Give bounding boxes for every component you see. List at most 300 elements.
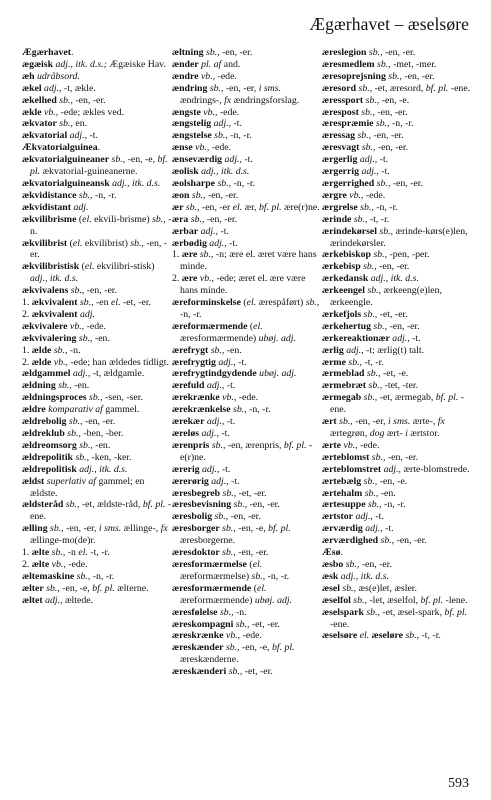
- headword: ærteblomst: [322, 451, 370, 463]
- dictionary-column-3: [322, 47, 472, 678]
- dictionary-entry: [172, 83, 322, 107]
- dictionary-entry: [172, 321, 322, 345]
- entry-text: -en, -er.: [394, 535, 427, 547]
- entry-text: -en, -er.: [84, 285, 117, 297]
- headword: æresoprejsning: [322, 70, 386, 82]
- dictionary-entry: [322, 118, 472, 130]
- grammar-note: sb.,: [233, 618, 250, 630]
- grammar-note: sb.,: [74, 570, 91, 582]
- dictionary-entry: [172, 166, 322, 178]
- headword: ækvidistance: [22, 189, 77, 201]
- grammar-note: sb.,: [127, 237, 144, 249]
- headword: ækvivalere: [22, 320, 68, 332]
- entry-text: 2.: [22, 558, 32, 570]
- dictionary-entry: [172, 404, 322, 416]
- dictionary-entry: [322, 333, 472, 345]
- entry-text: -et, -er.: [242, 666, 273, 678]
- entry-text: ): [252, 332, 257, 344]
- dictionary-entry: [22, 547, 172, 559]
- dictionary-entry: [22, 297, 172, 309]
- entry-text: -en, -er.: [235, 547, 269, 559]
- grammar-note: bf. pl.: [442, 606, 468, 618]
- entry-text: -en, -er,: [352, 416, 386, 428]
- grammar-note: el.: [72, 237, 83, 249]
- entry-text: -en, -e,: [239, 642, 270, 654]
- entry-text: -et, -e.: [380, 368, 409, 380]
- headword: ældre: [22, 404, 46, 416]
- entry-text: ærte-,: [410, 416, 436, 428]
- grammar-note: vb.,: [41, 106, 59, 118]
- headword: æreskrænke: [172, 630, 224, 642]
- entry-text: Ægæiske Hav.: [106, 58, 166, 70]
- dictionary-entry: [22, 142, 172, 154]
- grammar-note: vb.,: [67, 320, 85, 332]
- entry-text: ærkeeng(e)len, ærkeengle.: [330, 285, 442, 309]
- grammar-note: bf. pl.: [423, 82, 449, 94]
- headword: æon: [172, 189, 190, 201]
- grammar-note: fx: [158, 523, 168, 535]
- entry-text: -t.: [378, 166, 390, 178]
- headword: æolsharpe: [172, 177, 216, 189]
- grammar-note: sb.,: [86, 392, 103, 404]
- headword: ærlig: [322, 344, 344, 356]
- dictionary-entry: [22, 357, 172, 369]
- headword: æresbolig: [172, 511, 213, 523]
- dictionary-entry: [22, 285, 172, 297]
- entry-text: ærte-blomstrede.: [401, 463, 470, 475]
- grammar-note: adj.,: [204, 416, 225, 428]
- grammar-note: vb.,: [51, 356, 69, 368]
- grammar-note: el.: [84, 261, 95, 273]
- grammar-note: sb.,: [356, 82, 373, 94]
- grammar-note: bf. pl.: [140, 499, 166, 511]
- grammar-note: sb.,: [51, 344, 68, 356]
- entry-text: -ede; æret el. ære være hans minde.: [180, 273, 306, 297]
- headword: ærkehertug: [322, 320, 371, 332]
- headword: ært: [322, 416, 337, 428]
- headword: ældgammel: [22, 368, 71, 380]
- headword: ækel: [22, 82, 42, 94]
- grammar-note: ubøj. adj.: [256, 332, 296, 344]
- dictionary-entry: [22, 416, 172, 428]
- grammar-note: sb.,: [211, 130, 228, 142]
- grammar-note: sb.,: [76, 439, 93, 451]
- dictionary-entry: [322, 107, 472, 119]
- grammar-note: sb.,: [365, 285, 382, 297]
- grammar-note: sb.,: [189, 189, 206, 201]
- entry-text: -en, -er.: [387, 320, 420, 332]
- dictionary-entry: [322, 249, 472, 261]
- entry-text: (: [247, 320, 254, 332]
- dictionary-entry: [22, 333, 172, 345]
- headword: ærekær: [172, 416, 205, 428]
- grammar-note: vb.,: [198, 70, 216, 82]
- grammar-note: bf. pl.: [418, 594, 444, 606]
- headword: ældreomsorg: [22, 439, 77, 451]
- entry-text: -en, -er.: [247, 499, 280, 511]
- grammar-note: adj.,: [343, 344, 364, 356]
- grammar-note: adj., itk. d.s.: [76, 463, 128, 475]
- headword: æreformærmende: [172, 320, 248, 332]
- headword: ærgerrighed: [322, 177, 375, 189]
- entry-text: en.: [72, 118, 88, 130]
- headword: ældsteråd: [22, 499, 64, 511]
- entry-text: æreformærmende): [180, 594, 253, 606]
- headword: ærtebælg: [322, 475, 362, 487]
- grammar-note: sb.,: [376, 225, 394, 237]
- grammar-note: sb.,: [208, 344, 225, 356]
- dictionary-entry: [172, 47, 322, 59]
- dictionary-entry: [22, 261, 172, 285]
- grammar-note: sb.,: [230, 404, 247, 416]
- headword: ændre: [172, 70, 199, 82]
- headword: ældning: [22, 380, 56, 392]
- entry-text: -et, æresord,: [372, 82, 424, 94]
- dictionary-entry: [172, 511, 322, 523]
- entry-text: ær,: [242, 201, 257, 213]
- grammar-note: sb.,: [49, 547, 66, 559]
- grammar-note: sb.,: [220, 487, 237, 499]
- dictionary-entry: [322, 190, 472, 202]
- grammar-note: vb.,: [341, 439, 358, 451]
- grammar-note: fx: [221, 94, 232, 106]
- entry-text: æresborgerne.: [180, 535, 236, 547]
- dictionary-entry: [22, 238, 172, 262]
- grammar-note: sb.,: [149, 213, 166, 225]
- grammar-note: i sms.: [96, 523, 122, 535]
- entry-text: -n; ære el. æret være hans minde.: [180, 249, 317, 273]
- entry-text: .: [70, 47, 74, 58]
- headword: Ægærhavet: [22, 47, 71, 58]
- grammar-note: sb.,: [350, 594, 367, 606]
- grammar-note: sb.,: [336, 416, 353, 428]
- dictionary-entry: [22, 190, 172, 202]
- dictionary-entry: [22, 440, 172, 452]
- headword: ækvilibristisk: [22, 261, 80, 273]
- grammar-note: sb.,: [43, 582, 60, 594]
- entry-text: ært-: [384, 428, 403, 439]
- dictionary-entry: [22, 214, 172, 238]
- entry-text: -ede.: [357, 439, 380, 451]
- entry-text: (: [76, 213, 83, 225]
- headword: ærgerrig: [322, 166, 359, 178]
- headword: ælte: [31, 547, 50, 559]
- grammar-note: i: [402, 428, 408, 439]
- grammar-note: sb.,: [364, 368, 381, 380]
- entry-text: -ede.: [363, 189, 386, 201]
- entry-text: -en, -er.: [375, 142, 409, 154]
- grammar-note: vb.,: [200, 106, 218, 118]
- entry-text: -e(r)ne.: [180, 439, 313, 463]
- grammar-note: sb.,: [360, 261, 377, 273]
- entry-text: ændrings-,: [180, 94, 222, 106]
- grammar-note: adj.,: [389, 332, 410, 344]
- entry-text: -t.: [228, 475, 240, 487]
- grammar-note: sb.,: [68, 285, 85, 297]
- dictionary-entry: [22, 595, 172, 607]
- grammar-note: sb.,: [358, 106, 375, 118]
- grammar-note: sb.,: [343, 558, 360, 570]
- headword: ærkeengel: [322, 285, 365, 297]
- dictionary-entry: [172, 642, 322, 666]
- dictionary-entry: [322, 440, 472, 452]
- dictionary-entry: [22, 95, 172, 107]
- entry-text: gammel; en ældste.: [30, 475, 145, 499]
- headword: ældreklub: [22, 428, 65, 439]
- grammar-note: sb.,: [56, 118, 73, 130]
- headword: ærkebisp: [322, 261, 361, 273]
- headword: æolisk: [172, 166, 199, 178]
- dictionary-entry: [22, 499, 172, 523]
- dictionary-entry: [22, 428, 172, 440]
- headword: æresbevisning: [172, 499, 232, 511]
- grammar-note: sb.,: [362, 487, 379, 499]
- entry-text: -et, æsel-spark,: [379, 606, 443, 618]
- headword: ærespost: [322, 106, 359, 118]
- grammar-note: superlativ af: [44, 475, 97, 487]
- dictionary-entry: [322, 511, 472, 523]
- dictionary-entry: [172, 428, 322, 440]
- dictionary-entry: [22, 321, 172, 333]
- entry-text: ekvilibri-stisk): [94, 261, 155, 273]
- entry-text: -ede.: [215, 70, 237, 82]
- dictionary-entry: [322, 214, 472, 226]
- entry-text: 1.: [22, 547, 32, 559]
- headword: ære: [181, 249, 198, 261]
- headword: æresbegreb: [172, 487, 221, 499]
- entry-text: -en, -e.: [379, 94, 410, 106]
- headword: ældrepolitisk: [22, 463, 77, 475]
- entry-text: -en, -er.: [371, 130, 404, 142]
- dictionary-entry: [322, 345, 472, 357]
- dictionary-entry: [322, 59, 472, 71]
- grammar-note: sb.,: [373, 118, 390, 130]
- headword: ækvivalent: [31, 308, 78, 320]
- entry-text: -et, -er.: [377, 308, 408, 320]
- dictionary-entry: [172, 416, 322, 428]
- headword: ærtehalm: [322, 487, 363, 499]
- grammar-note: sb.,: [365, 499, 382, 511]
- headword: ængste: [172, 106, 201, 118]
- headword: æh: [22, 70, 35, 82]
- headword: æselsøre: [322, 630, 358, 642]
- grammar-note: sb.,: [64, 428, 81, 439]
- headword: ældst: [22, 475, 45, 487]
- grammar-note: i sms.: [256, 82, 282, 94]
- entry-text: -ken, -ker.: [89, 451, 132, 463]
- headword: ækvivalering: [22, 332, 77, 344]
- dictionary-entry: [322, 535, 472, 547]
- entry-text: -en, -e,: [59, 582, 90, 594]
- dictionary-entry: [172, 226, 322, 238]
- entry-text: -ede.: [217, 106, 240, 118]
- dictionary-entry: [172, 345, 322, 357]
- grammar-note: adj., itk. d.s.: [198, 166, 250, 178]
- dictionary-column-2: [172, 47, 322, 678]
- entry-text: -t.: [224, 416, 236, 428]
- entry-text: 1.: [172, 249, 182, 261]
- headword: ænseværdig: [172, 154, 223, 166]
- entry-text: -n, -r.: [373, 201, 398, 213]
- headword: ærinde: [322, 213, 352, 225]
- grammar-note: sb.,: [369, 451, 386, 463]
- dictionary-entry: [172, 523, 322, 547]
- dictionary-entry: [322, 499, 472, 511]
- dictionary-entry: [322, 368, 472, 380]
- grammar-note: sb.,: [403, 630, 420, 642]
- grammar-note: adj.,: [199, 428, 219, 439]
- dictionary-entry: [22, 476, 172, 500]
- dictionary-entry: [172, 178, 322, 190]
- entry-text: æreformærmelse): [180, 570, 250, 582]
- grammar-note: pl. af: [198, 58, 222, 70]
- entry-text: -ede.: [65, 558, 88, 570]
- grammar-note: sb.,: [207, 82, 224, 94]
- entry-text: æs(e)let, æsler.: [356, 582, 417, 594]
- grammar-note: sb.,: [366, 380, 383, 392]
- headword: ærkefjols: [322, 308, 362, 320]
- grammar-note: sb.,: [374, 177, 391, 189]
- entry-text: -ede.: [209, 142, 232, 154]
- headword: Æsø: [322, 547, 341, 559]
- dictionary-entry: [172, 488, 322, 500]
- dictionary-entry: [172, 249, 322, 273]
- dictionary-entry: [322, 392, 472, 416]
- entry-text: -en: [93, 297, 109, 309]
- headword: ærværdig: [322, 523, 363, 535]
- dictionary-entry: [22, 118, 172, 130]
- entry-text: -n, -r.: [92, 189, 117, 201]
- headword: ær: [172, 201, 184, 213]
- entry-text: -ben, -ber.: [80, 428, 124, 439]
- entry-text: -en, -er.: [228, 511, 261, 523]
- grammar-note: sb.,: [217, 606, 234, 618]
- entry-text: -en.: [224, 344, 242, 356]
- entry-text: ærtstor.: [407, 428, 440, 439]
- grammar-note: sb.,: [361, 392, 378, 404]
- headword: ærefrygtindgydende: [172, 368, 257, 380]
- entry-text: -en, -er.: [385, 451, 419, 463]
- dictionary-entry: [22, 583, 172, 595]
- grammar-note: vb.,: [219, 392, 237, 404]
- headword: Ækvatorialguinea: [22, 142, 98, 154]
- entry-text: -en, -er.: [219, 47, 253, 58]
- grammar-note: adj.,: [204, 380, 225, 392]
- grammar-note: adj.,: [198, 225, 218, 237]
- headword: ærkebiskop: [322, 249, 371, 261]
- headword: ælde: [31, 344, 52, 356]
- entry-text: -en.: [92, 332, 110, 344]
- grammar-note: bf. pl.: [89, 582, 115, 594]
- dictionary-column-1: [22, 47, 172, 678]
- dictionary-entry: [172, 380, 322, 392]
- grammar-note: el.: [108, 297, 121, 309]
- headword: æsbo: [322, 558, 344, 570]
- headword: æltet: [22, 594, 43, 606]
- headword: ælte: [31, 558, 50, 570]
- entry-text: -t.: [226, 237, 238, 249]
- dictionary-entry: [22, 404, 172, 416]
- headword: ækvilibrist: [22, 237, 68, 249]
- headword: ærkedansk: [322, 273, 369, 285]
- headword: ærte: [322, 439, 342, 451]
- headword: æseløre: [371, 630, 404, 642]
- entry-text: -ene.: [448, 82, 471, 94]
- headword: æresborger: [172, 523, 220, 535]
- entry-text: ærespåført: [256, 297, 300, 309]
- grammar-note: sb.,: [370, 320, 388, 332]
- headword: ækle: [22, 106, 42, 118]
- entry-text: -n, -r.: [381, 499, 406, 511]
- grammar-note: el.: [82, 213, 92, 225]
- entry-text: -en, -e.: [377, 475, 408, 487]
- entry-text: -t, -r.: [362, 356, 384, 368]
- dictionary-entry: [172, 107, 322, 119]
- grammar-note: el.: [256, 582, 267, 594]
- grammar-note: adj.,: [67, 130, 88, 142]
- entry-text: -t, -r.: [87, 547, 110, 559]
- entry-text: -en, -er.: [376, 261, 410, 273]
- dictionary-entry: [322, 559, 472, 571]
- dictionary-entry: [172, 666, 322, 678]
- grammar-note: el.: [246, 297, 257, 309]
- entry-text: -t, ældgamle.: [90, 368, 145, 380]
- dictionary-entry: [172, 202, 322, 214]
- dictionary-entry: [22, 380, 172, 392]
- grammar-note: sb.,: [249, 570, 266, 582]
- dictionary-entry: [172, 464, 322, 476]
- entry-text: ælterne.: [114, 582, 149, 594]
- headword: ærefrygt: [172, 344, 209, 356]
- headword: æsel: [322, 582, 340, 594]
- grammar-note: sb.,: [63, 499, 80, 511]
- dictionary-entry: [172, 357, 322, 369]
- grammar-note: adj.,: [208, 475, 229, 487]
- entry-text: -n, -r.: [246, 404, 271, 416]
- dictionary-entry: [322, 261, 472, 273]
- dictionary-entry: [22, 47, 172, 59]
- entry-text: -en, -er.: [72, 94, 106, 106]
- dictionary-entry: [322, 380, 472, 392]
- grammar-note: vb.,: [346, 189, 364, 201]
- grammar-note: sb.,: [355, 130, 372, 142]
- entry-text: -et, -er.: [120, 297, 151, 309]
- dictionary-entry: [22, 464, 172, 476]
- headword: ældningsproces: [22, 392, 87, 404]
- grammar-note: el.: [359, 630, 370, 642]
- headword: æreskænder: [172, 642, 224, 654]
- dictionary-entry: [322, 488, 472, 500]
- dictionary-entry: [322, 83, 472, 95]
- headword: ækelhed: [22, 94, 57, 106]
- entry-text: -t.: [409, 332, 421, 344]
- entry-text: -t.: [231, 118, 242, 130]
- entry-text: 1.: [22, 344, 32, 356]
- grammar-note: bf. pl.: [30, 154, 168, 178]
- headword: ænse: [172, 142, 193, 154]
- entry-text: -en, -er,: [63, 523, 97, 535]
- dictionary-entry: [322, 357, 472, 369]
- dictionary-entry: [172, 59, 322, 71]
- grammar-note: sb.,: [303, 297, 320, 309]
- grammar-note: adj., itk. d.s.: [109, 177, 161, 189]
- headword: ærme: [322, 356, 346, 368]
- grammar-note: bf. pl.: [269, 642, 295, 654]
- entry-text: -en.: [71, 380, 90, 392]
- grammar-note: sb.,: [209, 439, 226, 451]
- headword: æselspark: [322, 606, 364, 618]
- entry-text: 2.: [172, 273, 182, 285]
